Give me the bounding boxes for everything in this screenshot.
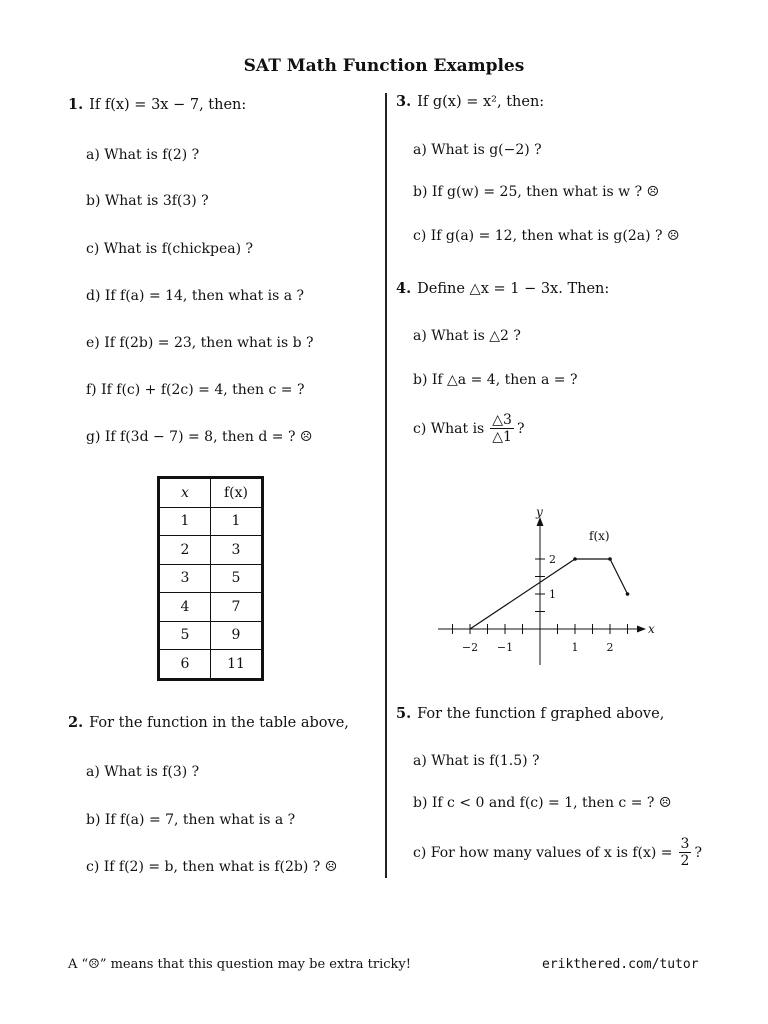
question-1c: c) What is f(chickpea) ? — [86, 241, 254, 257]
table-header-row — [159, 478, 263, 508]
table-header-x: x — [159, 478, 211, 508]
y-tick-label: 2 — [549, 553, 556, 566]
question-1d: d) If f(a) = 14, then what is a ? — [86, 288, 305, 304]
curve-label: f(x) — [589, 528, 610, 543]
question-2-number: 2. — [68, 714, 84, 731]
question-4a: a) What is △2 ? — [413, 328, 521, 344]
question-1-text: If f(x) = 3x − 7, then: — [89, 97, 247, 113]
question-1a: a) What is f(2) ? — [86, 147, 200, 163]
x-axis-arrow — [637, 626, 646, 633]
question-4-stem — [396, 280, 609, 297]
question-1b: b) What is 3f(3) ? — [86, 193, 209, 209]
table-cell: 11 — [211, 650, 263, 680]
question-1-stem — [68, 96, 246, 113]
question-4-number: 4. — [396, 280, 412, 297]
question-4c-fraction — [490, 412, 514, 445]
table-cell: 3 — [159, 564, 211, 593]
x-axis-label: x — [648, 622, 655, 636]
question-3c: c) If g(a) = 12, then what is g(2a) ? ☹ — [413, 228, 680, 244]
question-2-text: For the function in the table above, — [89, 715, 349, 731]
y-tick-label: 1 — [549, 588, 556, 601]
table-row — [159, 621, 263, 650]
question-3-stem — [396, 93, 544, 110]
table-row — [159, 564, 263, 593]
question-5c — [413, 836, 702, 869]
question-5c-suffix: ? — [694, 844, 702, 861]
question-2b: b) If f(a) = 7, then what is a ? — [86, 812, 296, 828]
table-cell: 5 — [159, 621, 211, 650]
question-2c: c) If f(2) = b, then what is f(2b) ? ☹ — [86, 859, 338, 875]
table-cell: 3 — [211, 536, 263, 565]
fraction-denominator: 2 — [680, 853, 690, 869]
function-graph — [430, 500, 660, 670]
question-5c-fraction — [679, 836, 692, 869]
question-1-number: 1. — [68, 96, 84, 113]
question-5b: b) If c < 0 and f(c) = 1, then c = ? ☹ — [413, 795, 672, 811]
x-tick-label: −1 — [496, 641, 514, 654]
question-2a: a) What is f(3) ? — [86, 764, 200, 780]
data-point — [626, 592, 630, 596]
question-5-number: 5. — [396, 705, 412, 722]
table-row — [159, 536, 263, 565]
question-5-text: For the function f graphed above, — [417, 706, 665, 722]
data-point — [608, 557, 612, 561]
fraction-numerator: 3 — [680, 836, 690, 852]
question-5a: a) What is f(1.5) ? — [413, 753, 540, 769]
question-1f: f) If f(c) + f(2c) = 4, then c = ? — [86, 382, 305, 398]
question-2-stem — [68, 714, 349, 731]
question-3a: a) What is g(−2) ? — [413, 142, 542, 158]
question-4c-suffix: ? — [516, 420, 525, 437]
table-cell: 6 — [159, 650, 211, 680]
function-table — [157, 476, 264, 681]
x-tick-label: 1 — [571, 641, 579, 654]
question-5c-prefix: c) For how many values of x is f(x) = — [413, 844, 673, 861]
footer-note: A “☹” means that this question may be extra tricky! — [68, 957, 411, 972]
question-3-number: 3. — [396, 93, 412, 110]
question-3-text: If g(x) = x², then: — [417, 94, 545, 110]
question-4c — [413, 412, 524, 445]
table-cell: 4 — [159, 593, 211, 622]
question-5-stem — [396, 705, 664, 722]
fraction-numerator: △3 — [492, 412, 512, 428]
x-tick-label: 2 — [606, 641, 614, 654]
table-row — [159, 593, 263, 622]
question-1g: g) If f(3d − 7) = 8, then d = ? ☹ — [86, 429, 313, 445]
table-cell: 1 — [211, 507, 263, 536]
question-4-text: Define △x = 1 − 3x. Then: — [417, 281, 610, 297]
table-cell: 9 — [211, 621, 263, 650]
fraction-denominator: △1 — [492, 429, 512, 445]
column-divider — [385, 93, 387, 878]
table-cell: 1 — [159, 507, 211, 536]
footer-url: erikthered.com/tutor — [542, 957, 699, 972]
x-tick-label: −2 — [461, 641, 479, 654]
table-row — [159, 650, 263, 680]
question-1e: e) If f(2b) = 23, then what is b ? — [86, 335, 314, 351]
page-title: SAT Math Function Examples — [243, 56, 525, 76]
table-header-fx: f(x) — [211, 478, 263, 508]
question-3b: b) If g(w) = 25, then what is w ? ☹ — [413, 184, 660, 200]
y-axis-label: y — [536, 505, 543, 519]
table-cell: 2 — [159, 536, 211, 565]
table-row — [159, 507, 263, 536]
data-point — [573, 557, 577, 561]
question-4c-prefix: c) What is — [413, 420, 485, 437]
table-cell: 7 — [211, 593, 263, 622]
table-cell: 5 — [211, 564, 263, 593]
question-4b: b) If △a = 4, then a = ? — [413, 372, 578, 388]
